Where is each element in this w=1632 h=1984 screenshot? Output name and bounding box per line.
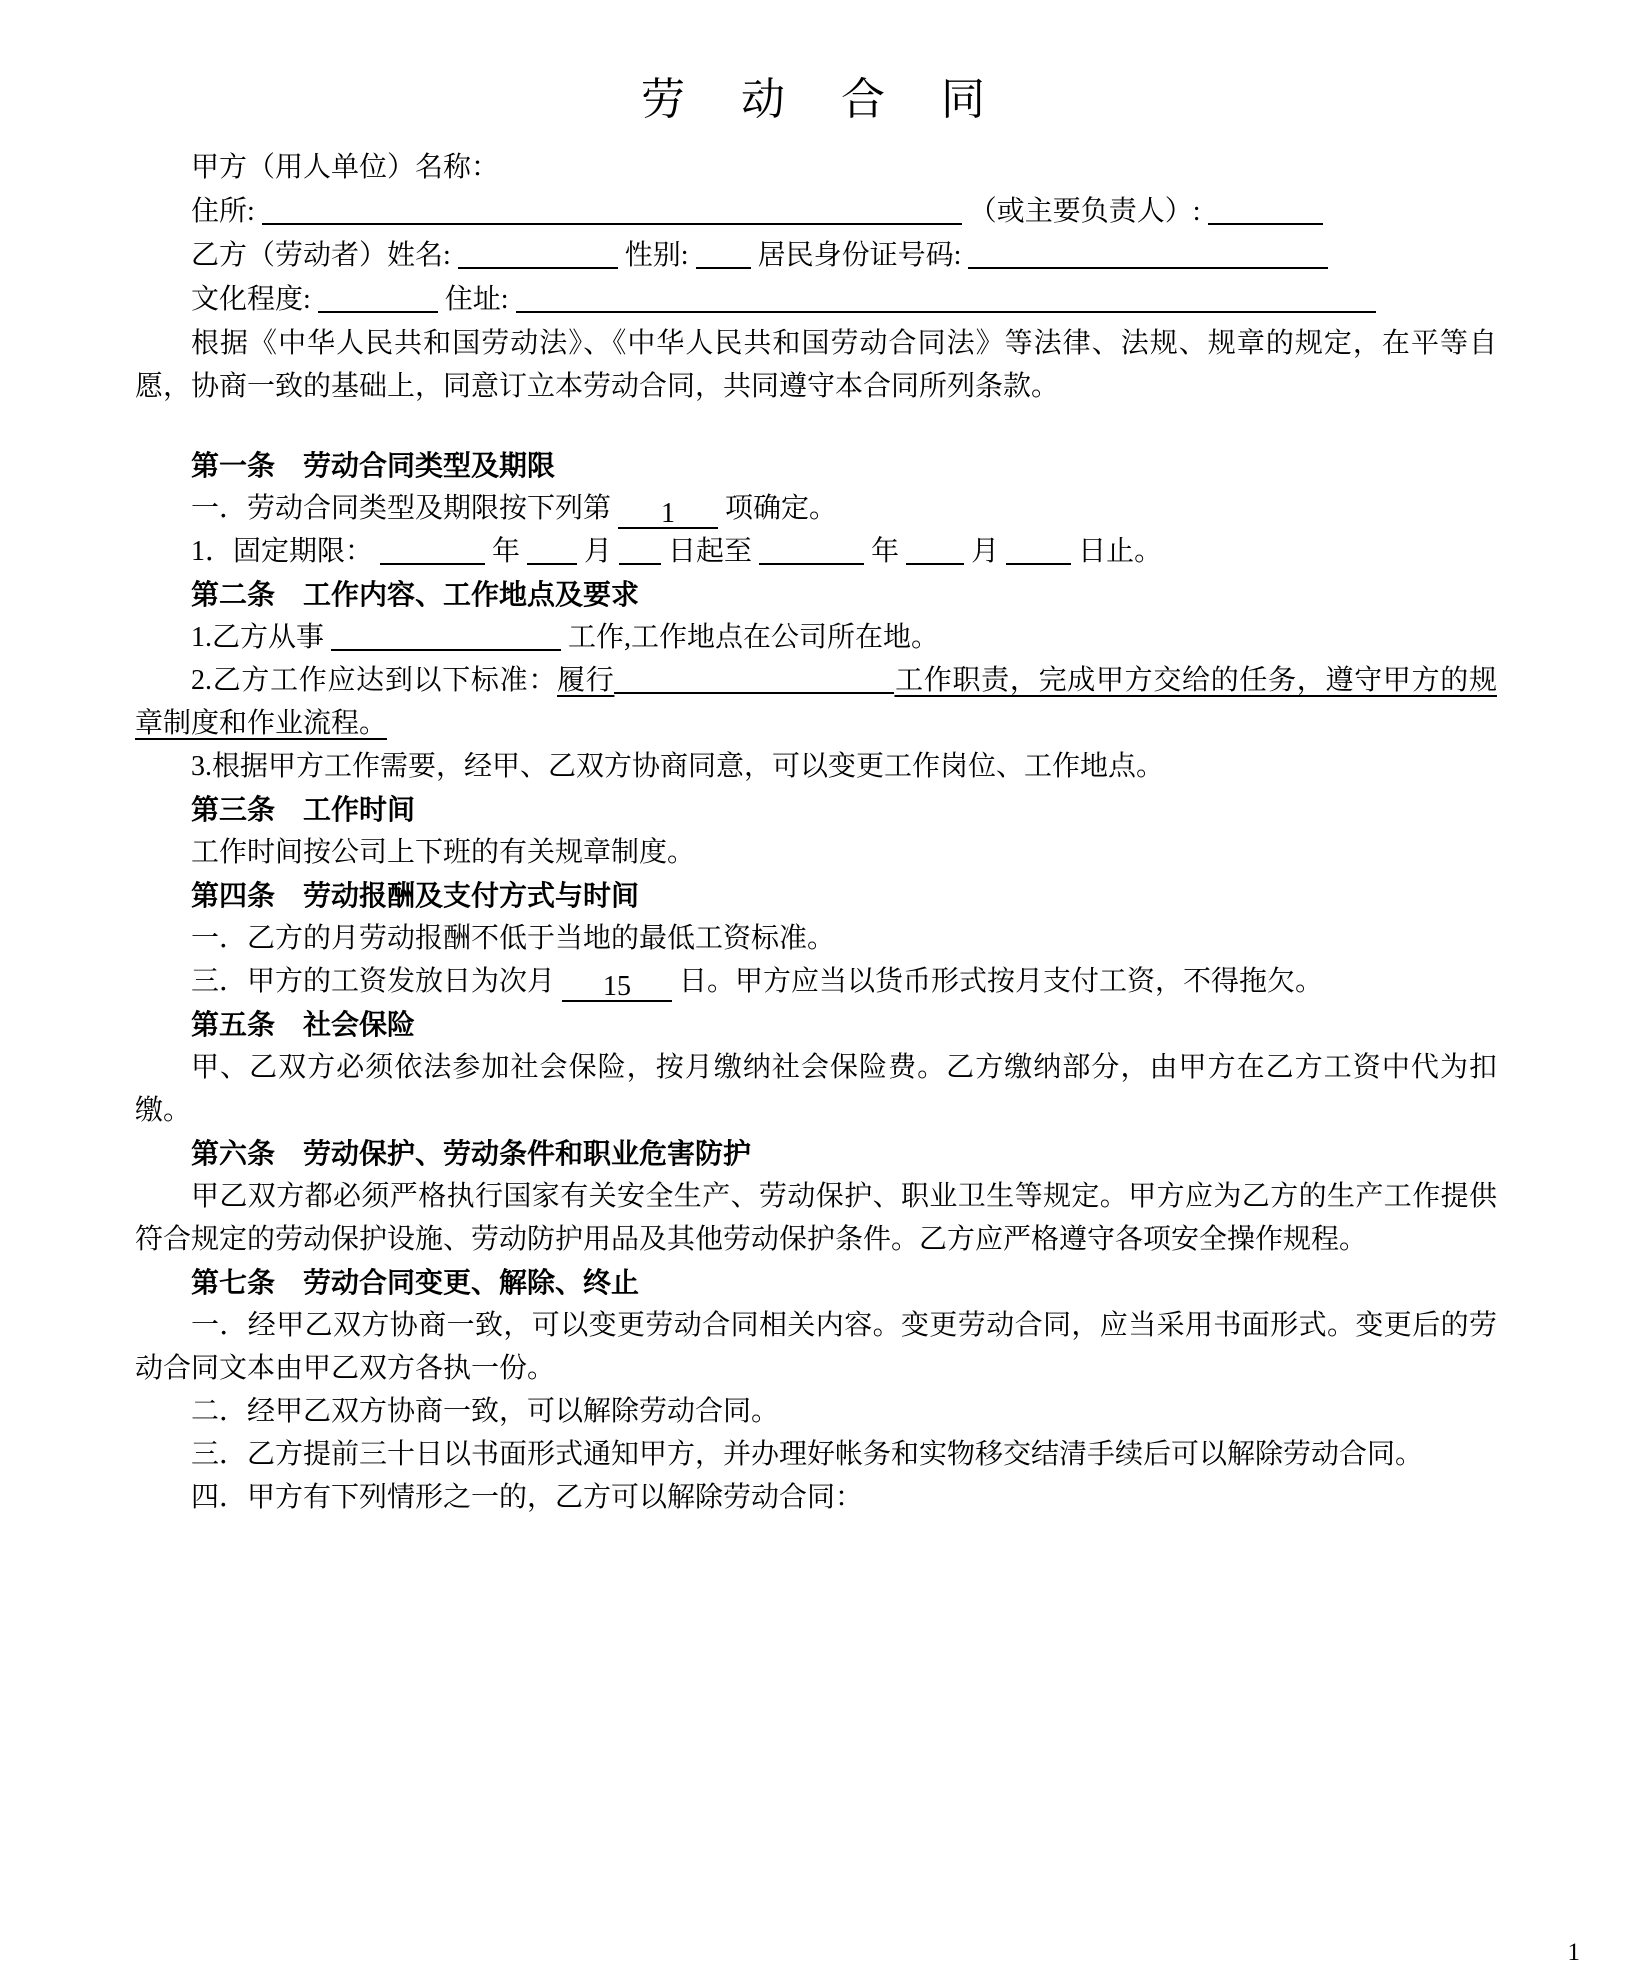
- home-address-label: 住址:: [444, 284, 509, 315]
- article-4-minimum-wage-clause: 一．乙方的月劳动报酬不低于当地的最低工资标准。: [191, 923, 836, 954]
- article-2-engage-clause: [135, 616, 1497, 659]
- gender-label: 性别:: [624, 240, 689, 271]
- start-to-label: 日起至: [668, 536, 753, 567]
- article-6-heading: 第六条 劳动保护、劳动条件和职业危害防护: [191, 1138, 752, 1169]
- job-title-blank[interactable]: [331, 621, 561, 651]
- id-number-blank[interactable]: [968, 239, 1328, 269]
- article-4-heading: 第四条 劳动报酬及支付方式与时间: [191, 880, 640, 911]
- employer-address-row: [135, 190, 1497, 234]
- gender-blank[interactable]: [696, 239, 751, 269]
- employee-education-row: [135, 278, 1497, 322]
- party-info-section: [135, 146, 1497, 322]
- standard-clause-label: 2.乙方工作应达到以下标准：: [191, 665, 558, 696]
- standard-underlined-text: 工作职责，完成甲方交给的任务，遵守甲方的规章制度和作业流程。: [135, 665, 1497, 739]
- article-7-conditions-clause: 四．甲方有下列情形之一的，乙方可以解除劳动合同：: [191, 1482, 864, 1513]
- id-number-label: 居民身份证号码:: [757, 240, 962, 271]
- payday-clause-suffix: 日。甲方应当以货币形式按月支付工资，不得拖欠。: [679, 966, 1324, 997]
- article-7-heading: 第七条 劳动合同变更、解除、终止: [191, 1267, 640, 1298]
- start-day-blank[interactable]: [619, 535, 661, 565]
- article-5-body: 甲、乙双方必须依法参加社会保险，按月缴纳社会保险费。乙方缴纳部分，由甲方在乙方工资中代为扣缴。: [135, 1052, 1497, 1126]
- address-blank[interactable]: [262, 195, 962, 225]
- start-month-blank[interactable]: [527, 535, 577, 565]
- article-1-type-clause: [135, 487, 1497, 530]
- employee-name-blank[interactable]: [458, 239, 618, 269]
- article-7-modify-clause: 一．经甲乙双方协商一致，可以变更劳动合同相关内容。变更劳动合同，应当采用书面形式。变更后的劳动合同文本由甲乙双方各执一份。: [135, 1310, 1497, 1384]
- standard-underlined-prefix: 履行: [557, 665, 615, 696]
- end-year-blank[interactable]: [759, 535, 864, 565]
- employee-identity-row: [135, 234, 1497, 278]
- end-month-label: 月: [971, 536, 1000, 567]
- article-4-payday-clause: [135, 960, 1497, 1003]
- end-month-blank[interactable]: [906, 535, 964, 565]
- address-label: 住所:: [191, 196, 255, 227]
- month-label: 月: [584, 536, 613, 567]
- article-1-heading: 第一条 劳动合同类型及期限: [191, 450, 556, 481]
- year-label: 年: [492, 536, 528, 567]
- payday-clause-text: 三．甲方的工资发放日为次月: [191, 966, 556, 997]
- article-3-heading: 第三条 工作时间: [191, 794, 416, 825]
- article-3-body: 工作时间按公司上下班的有关规章制度。: [191, 837, 696, 868]
- employer-name-label: 甲方（用人单位）名称：: [191, 152, 500, 183]
- article-7-dissolve-clause: 二．经甲乙双方协商一致，可以解除劳动合同。: [191, 1396, 780, 1427]
- start-year-blank[interactable]: [380, 535, 485, 565]
- education-label: 文化程度:: [191, 284, 311, 315]
- end-year-label: 年: [871, 536, 900, 567]
- document-title: 劳 动 合 同: [641, 75, 991, 124]
- article-2-standard-clause: [135, 659, 1497, 745]
- page-number: 1: [1567, 1939, 1580, 1966]
- article-2-change-clause: 3.根据甲方工作需要，经甲、乙双方协商同意，可以变更工作岗位、工作地点。: [191, 751, 1165, 782]
- payday-blank[interactable]: 15: [562, 972, 672, 1002]
- article-5-heading: 第五条 社会保险: [191, 1009, 416, 1040]
- employee-name-label: 乙方（劳动者）姓名:: [191, 240, 451, 271]
- type-clause-text: 一．劳动合同类型及期限按下列第: [191, 493, 612, 524]
- end-label: 日止。: [1078, 536, 1163, 567]
- principal-blank[interactable]: [1208, 195, 1323, 225]
- employer-name-row: [135, 146, 1497, 190]
- contract-type-blank[interactable]: 1: [618, 499, 718, 529]
- type-clause-suffix: 项确定。: [725, 493, 838, 524]
- article-1-fixed-term-clause: [135, 530, 1497, 573]
- education-blank[interactable]: [318, 283, 438, 313]
- engage-clause-suffix: 工作,工作地点在公司所在地。: [568, 622, 940, 653]
- fixed-term-label: 1．固定期限：: [191, 536, 374, 567]
- home-address-blank[interactable]: [516, 283, 1376, 313]
- preamble-paragraph: 根据《中华人民共和国劳动法》、《中华人民共和国劳动合同法》等法律、法规、规章的规定，在平等自愿，协商一致的基础上，同意订立本劳动合同，共同遵守本合同所列条款。: [135, 328, 1497, 402]
- principal-label: （或主要负责人）:: [968, 196, 1201, 227]
- article-2-heading: 第二条 工作内容、工作地点及要求: [191, 579, 640, 610]
- engage-clause-text: 1.乙方从事: [191, 622, 325, 653]
- duty-blank[interactable]: [614, 664, 894, 694]
- article-6-body: 甲乙双方都必须严格执行国家有关安全生产、劳动保护、职业卫生等规定。甲方应为乙方的生产工作提供符合规定的劳动保护设施、劳动防护用品及其他劳动保护条件。乙方应严格遵守各项安全操作规程。: [135, 1181, 1497, 1255]
- article-7-notice-clause: 三．乙方提前三十日以书面形式通知甲方，并办理好帐务和实物移交结清手续后可以解除劳动合同。: [191, 1439, 1424, 1470]
- end-day-blank[interactable]: [1006, 535, 1071, 565]
